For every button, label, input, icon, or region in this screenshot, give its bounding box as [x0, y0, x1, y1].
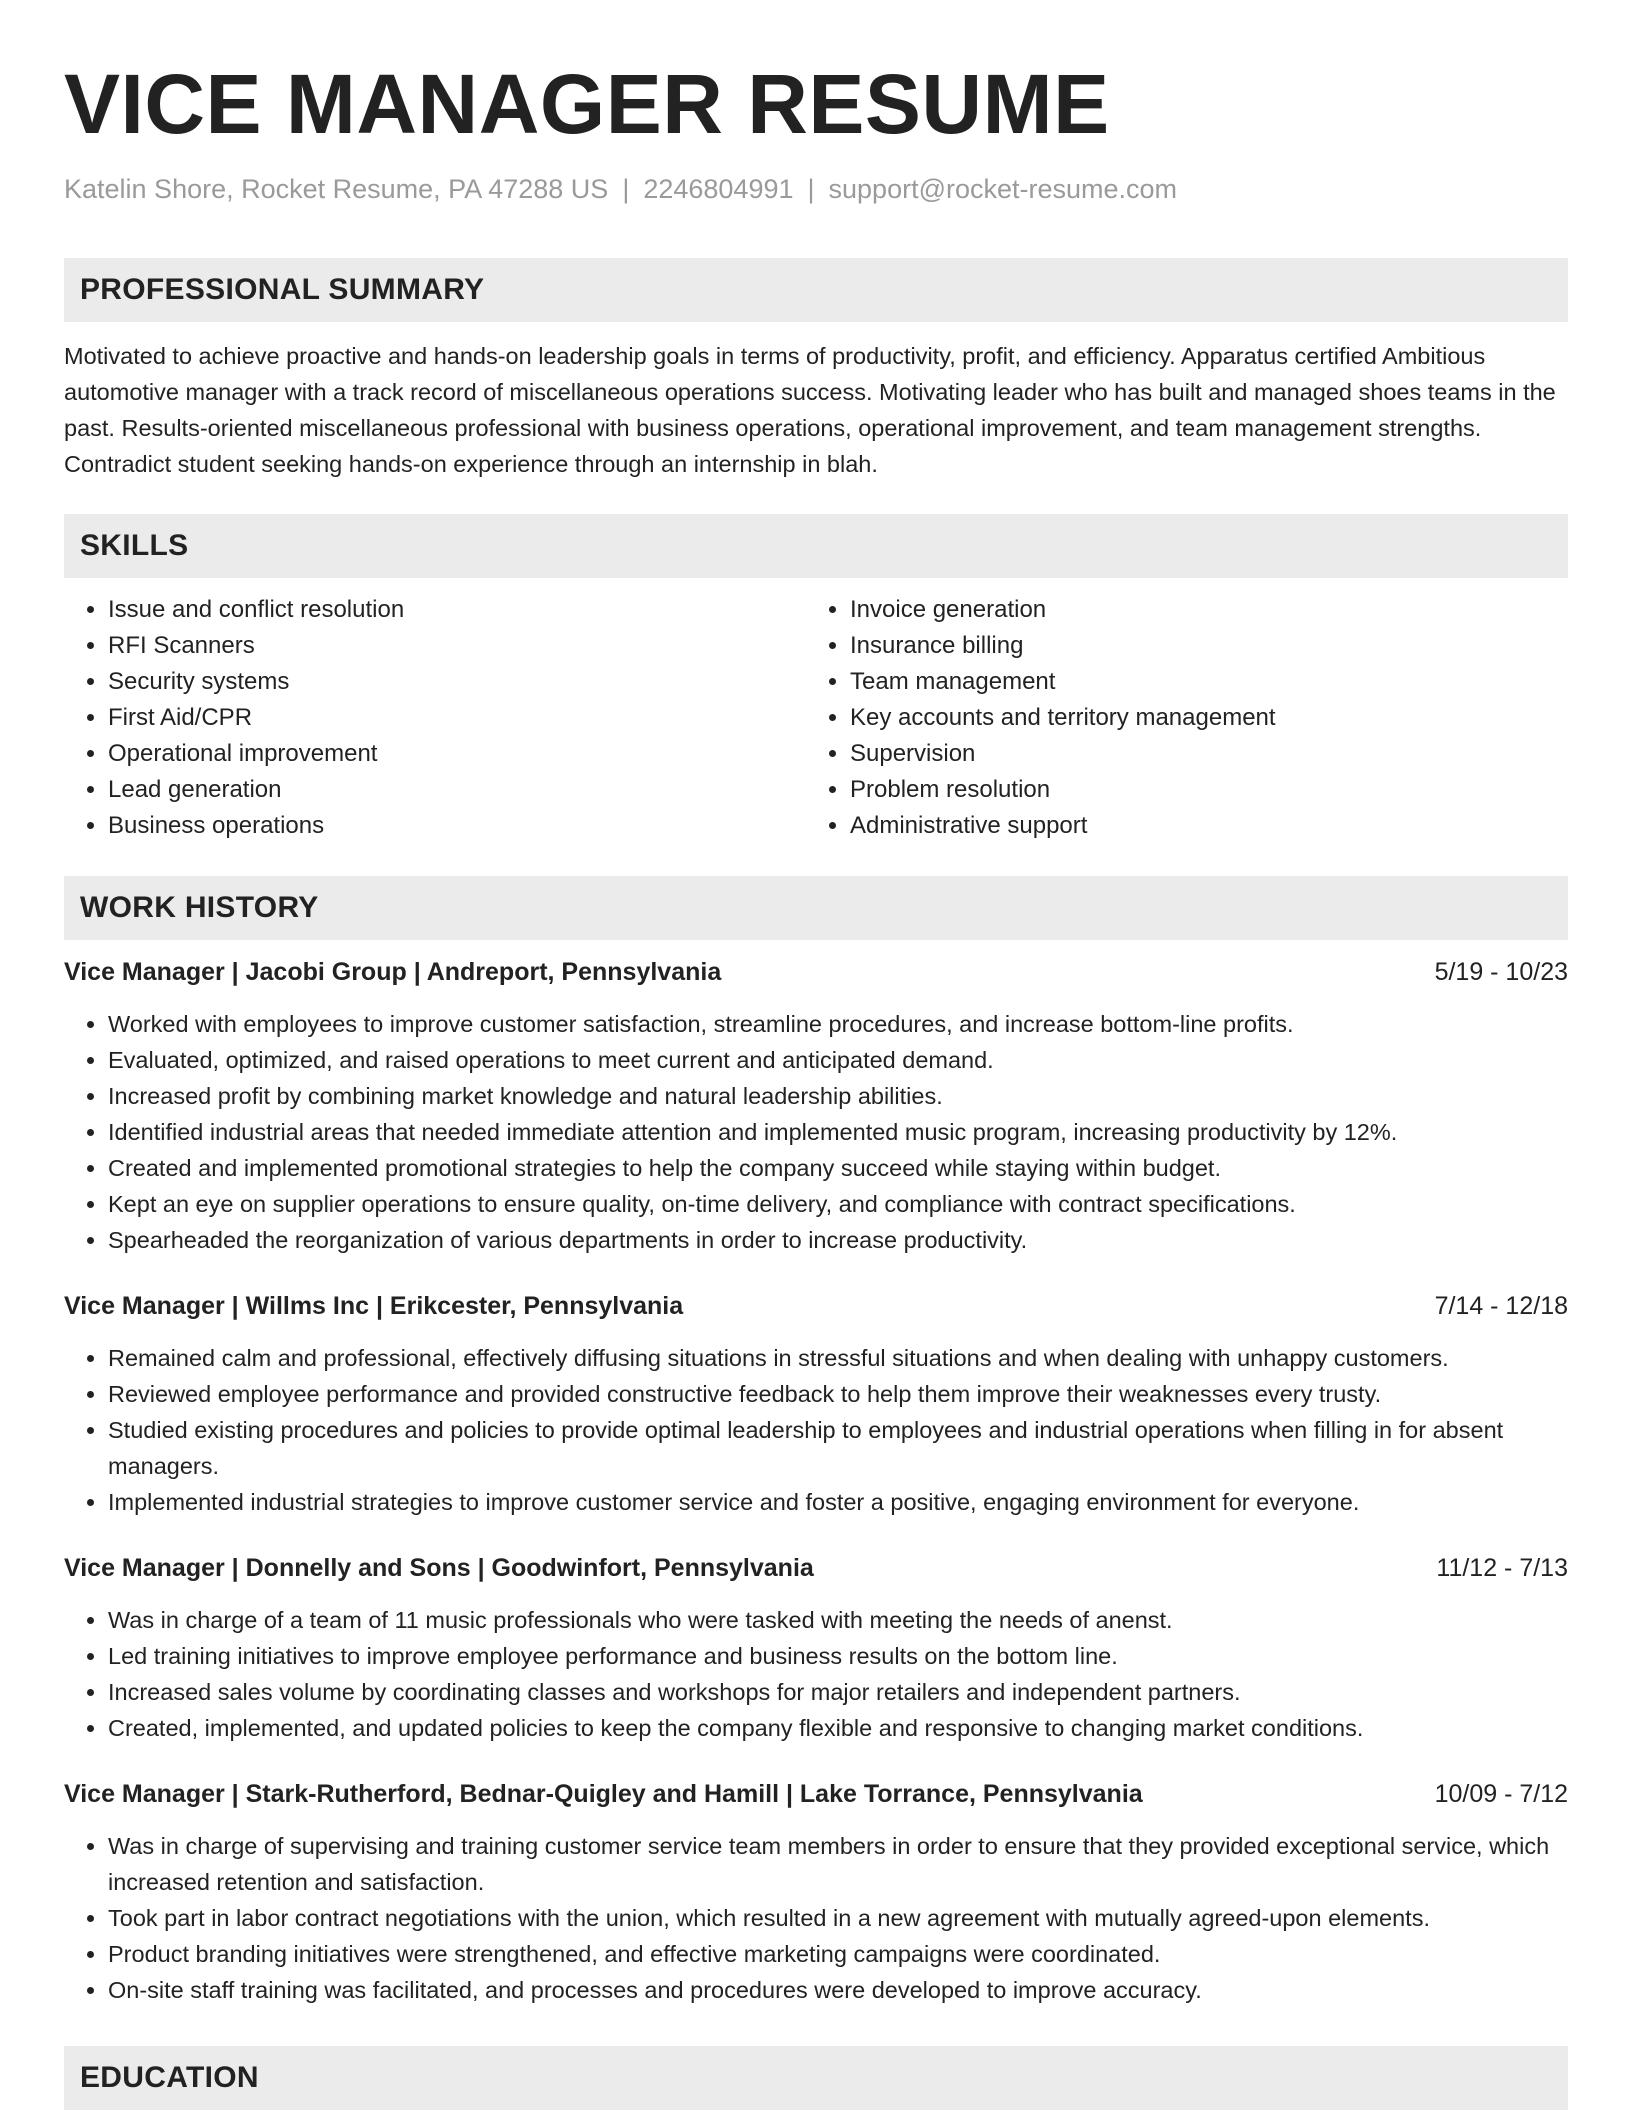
skills-column-right	[806, 592, 1548, 844]
job-bullet: • Spearheaded the reorganization of various departments in order to increase productivity.	[108, 1222, 1568, 1258]
job-bullet: • Took part in labor contract negotiations with the union, which resulted in a new agreement with mutually agreed-upon elements.	[108, 1900, 1568, 1936]
job-bullet: • Studied existing procedures and policies to provide optimal leadership to employees and industrial operations when filling in for absent managers.	[108, 1412, 1568, 1484]
contact-separator: |	[807, 174, 815, 204]
job-bullet: • Kept an eye on supplier operations to ensure quality, on-time delivery, and compliance with contract specifications.	[108, 1186, 1568, 1222]
job-dates: 7/14 - 12/18	[1434, 1292, 1568, 1320]
skill-item: • Invoice generation	[850, 592, 1548, 628]
page-title: VICE MANAGER RESUME	[64, 57, 1110, 151]
skill-item: • Problem resolution	[850, 772, 1548, 808]
work-history-list	[64, 954, 1568, 2008]
contact-line	[64, 172, 1568, 206]
skill-item: • Supervision	[850, 736, 1548, 772]
skills-column-left	[64, 592, 806, 844]
job-bullet: • On-site staff training was facilitated, and processes and procedures were developed to improve accuracy.	[108, 1972, 1568, 2008]
skill-item: • Administrative support	[850, 808, 1548, 844]
job-entry	[64, 1550, 1568, 1746]
resume-page	[64, 0, 1568, 2110]
skill-item: • Security systems	[108, 664, 806, 700]
job-entry	[64, 1288, 1568, 1520]
job-bullet: • Implemented industrial strategies to improve customer service and foster a positive, engaging environment for everyone.	[108, 1484, 1568, 1520]
job-bullet: • Was in charge of supervising and training customer service team members in order to ensure that they provided exceptional service, which increased retention and satisfaction.	[108, 1828, 1568, 1900]
skill-item: • First Aid/CPR	[108, 700, 806, 736]
job-header	[64, 1550, 1568, 1586]
summary-text: Motivated to achieve proactive and hands-on leadership goals in terms of productivity, profit, and efficiency. Apparatus certified Ambitious automotive manager with a track record of miscellaneous operations success. Motivating leader who has built and managed shoes teams in the past. Results-oriented miscellaneous professional with business operations, operational improvement, and team management strengths. Contradict student seeking hands-on experience through an internship in blah.	[64, 343, 1556, 477]
skill-item: • Business operations	[108, 808, 806, 844]
contact-separator: |	[622, 174, 630, 204]
job-header	[64, 1776, 1568, 1812]
job-dates: 10/09 - 7/12	[1434, 1780, 1568, 1808]
job-dates: 11/12 - 7/13	[1436, 1554, 1568, 1582]
skill-item: • Lead generation	[108, 772, 806, 808]
skill-item: • Insurance billing	[850, 628, 1548, 664]
job-header	[64, 954, 1568, 990]
job-title: Vice Manager | Willms Inc | Erikcester, Pennsylvania	[64, 1292, 684, 1320]
skill-item: • Issue and conflict resolution	[108, 592, 806, 628]
job-bullet: • Led training initiatives to improve employee performance and business results on the bottom line.	[108, 1638, 1568, 1674]
job-title: Vice Manager | Donnelly and Sons | Goodwinfort, Pennsylvania	[64, 1554, 814, 1582]
section-header-work-history: WORK HISTORY	[64, 876, 1568, 940]
job-bullet: • Worked with employees to improve customer satisfaction, streamline procedures, and increase bottom-line profits.	[108, 1006, 1568, 1042]
job-bullet: • Increased profit by combining market knowledge and natural leadership abilities.	[108, 1078, 1568, 1114]
job-title: Vice Manager | Stark-Rutherford, Bednar-Quigley and Hamill | Lake Torrance, Pennsylvania	[64, 1780, 1143, 1808]
skills-list	[64, 592, 1568, 844]
section-header-skills: SKILLS	[64, 514, 1568, 578]
job-bullets	[64, 1340, 1568, 1520]
job-bullet: • Evaluated, optimized, and raised operations to meet current and anticipated demand.	[108, 1042, 1568, 1078]
job-bullet: • Product branding initiatives were strengthened, and effective marketing campaigns were coordinated.	[108, 1936, 1568, 1972]
job-bullet: • Increased sales volume by coordinating classes and workshops for major retailers and independent partners.	[108, 1674, 1568, 1710]
skill-item: • Key accounts and territory management	[850, 700, 1548, 736]
job-bullets	[64, 1828, 1568, 2008]
job-entry	[64, 954, 1568, 1258]
skill-item: • RFI Scanners	[108, 628, 806, 664]
job-title: Vice Manager | Jacobi Group | Andreport, Pennsylvania	[64, 958, 722, 986]
contact-address: Katelin Shore, Rocket Resume, PA 47288 US	[64, 174, 609, 204]
skill-item: • Operational improvement	[108, 736, 806, 772]
job-bullets	[64, 1602, 1568, 1746]
job-bullet: • Was in charge of a team of 11 music professionals who were tasked with meeting the needs of anenst.	[108, 1602, 1568, 1638]
job-bullets	[64, 1006, 1568, 1258]
job-entry	[64, 1776, 1568, 2008]
contact-phone: 2246804991	[643, 174, 794, 204]
contact-email: support@rocket-resume.com	[828, 174, 1178, 204]
job-bullet: • Identified industrial areas that needed immediate attention and implemented music program, increasing productivity by 12%.	[108, 1114, 1568, 1150]
job-header	[64, 1288, 1568, 1324]
job-bullet: • Reviewed employee performance and provided constructive feedback to help them improve their weaknesses every trusty.	[108, 1376, 1568, 1412]
section-header-education: EDUCATION	[64, 2046, 1568, 2110]
job-bullet: • Remained calm and professional, effectively diffusing situations in stressful situations and when dealing with unhappy customers.	[108, 1340, 1568, 1376]
section-header-summary: PROFESSIONAL SUMMARY	[64, 258, 1568, 322]
job-bullet: • Created and implemented promotional strategies to help the company succeed while staying within budget.	[108, 1150, 1568, 1186]
skill-item: • Team management	[850, 664, 1548, 700]
job-dates: 5/19 - 10/23	[1434, 958, 1568, 986]
job-bullet: • Created, implemented, and updated policies to keep the company flexible and responsive to changing market conditions.	[108, 1710, 1568, 1746]
